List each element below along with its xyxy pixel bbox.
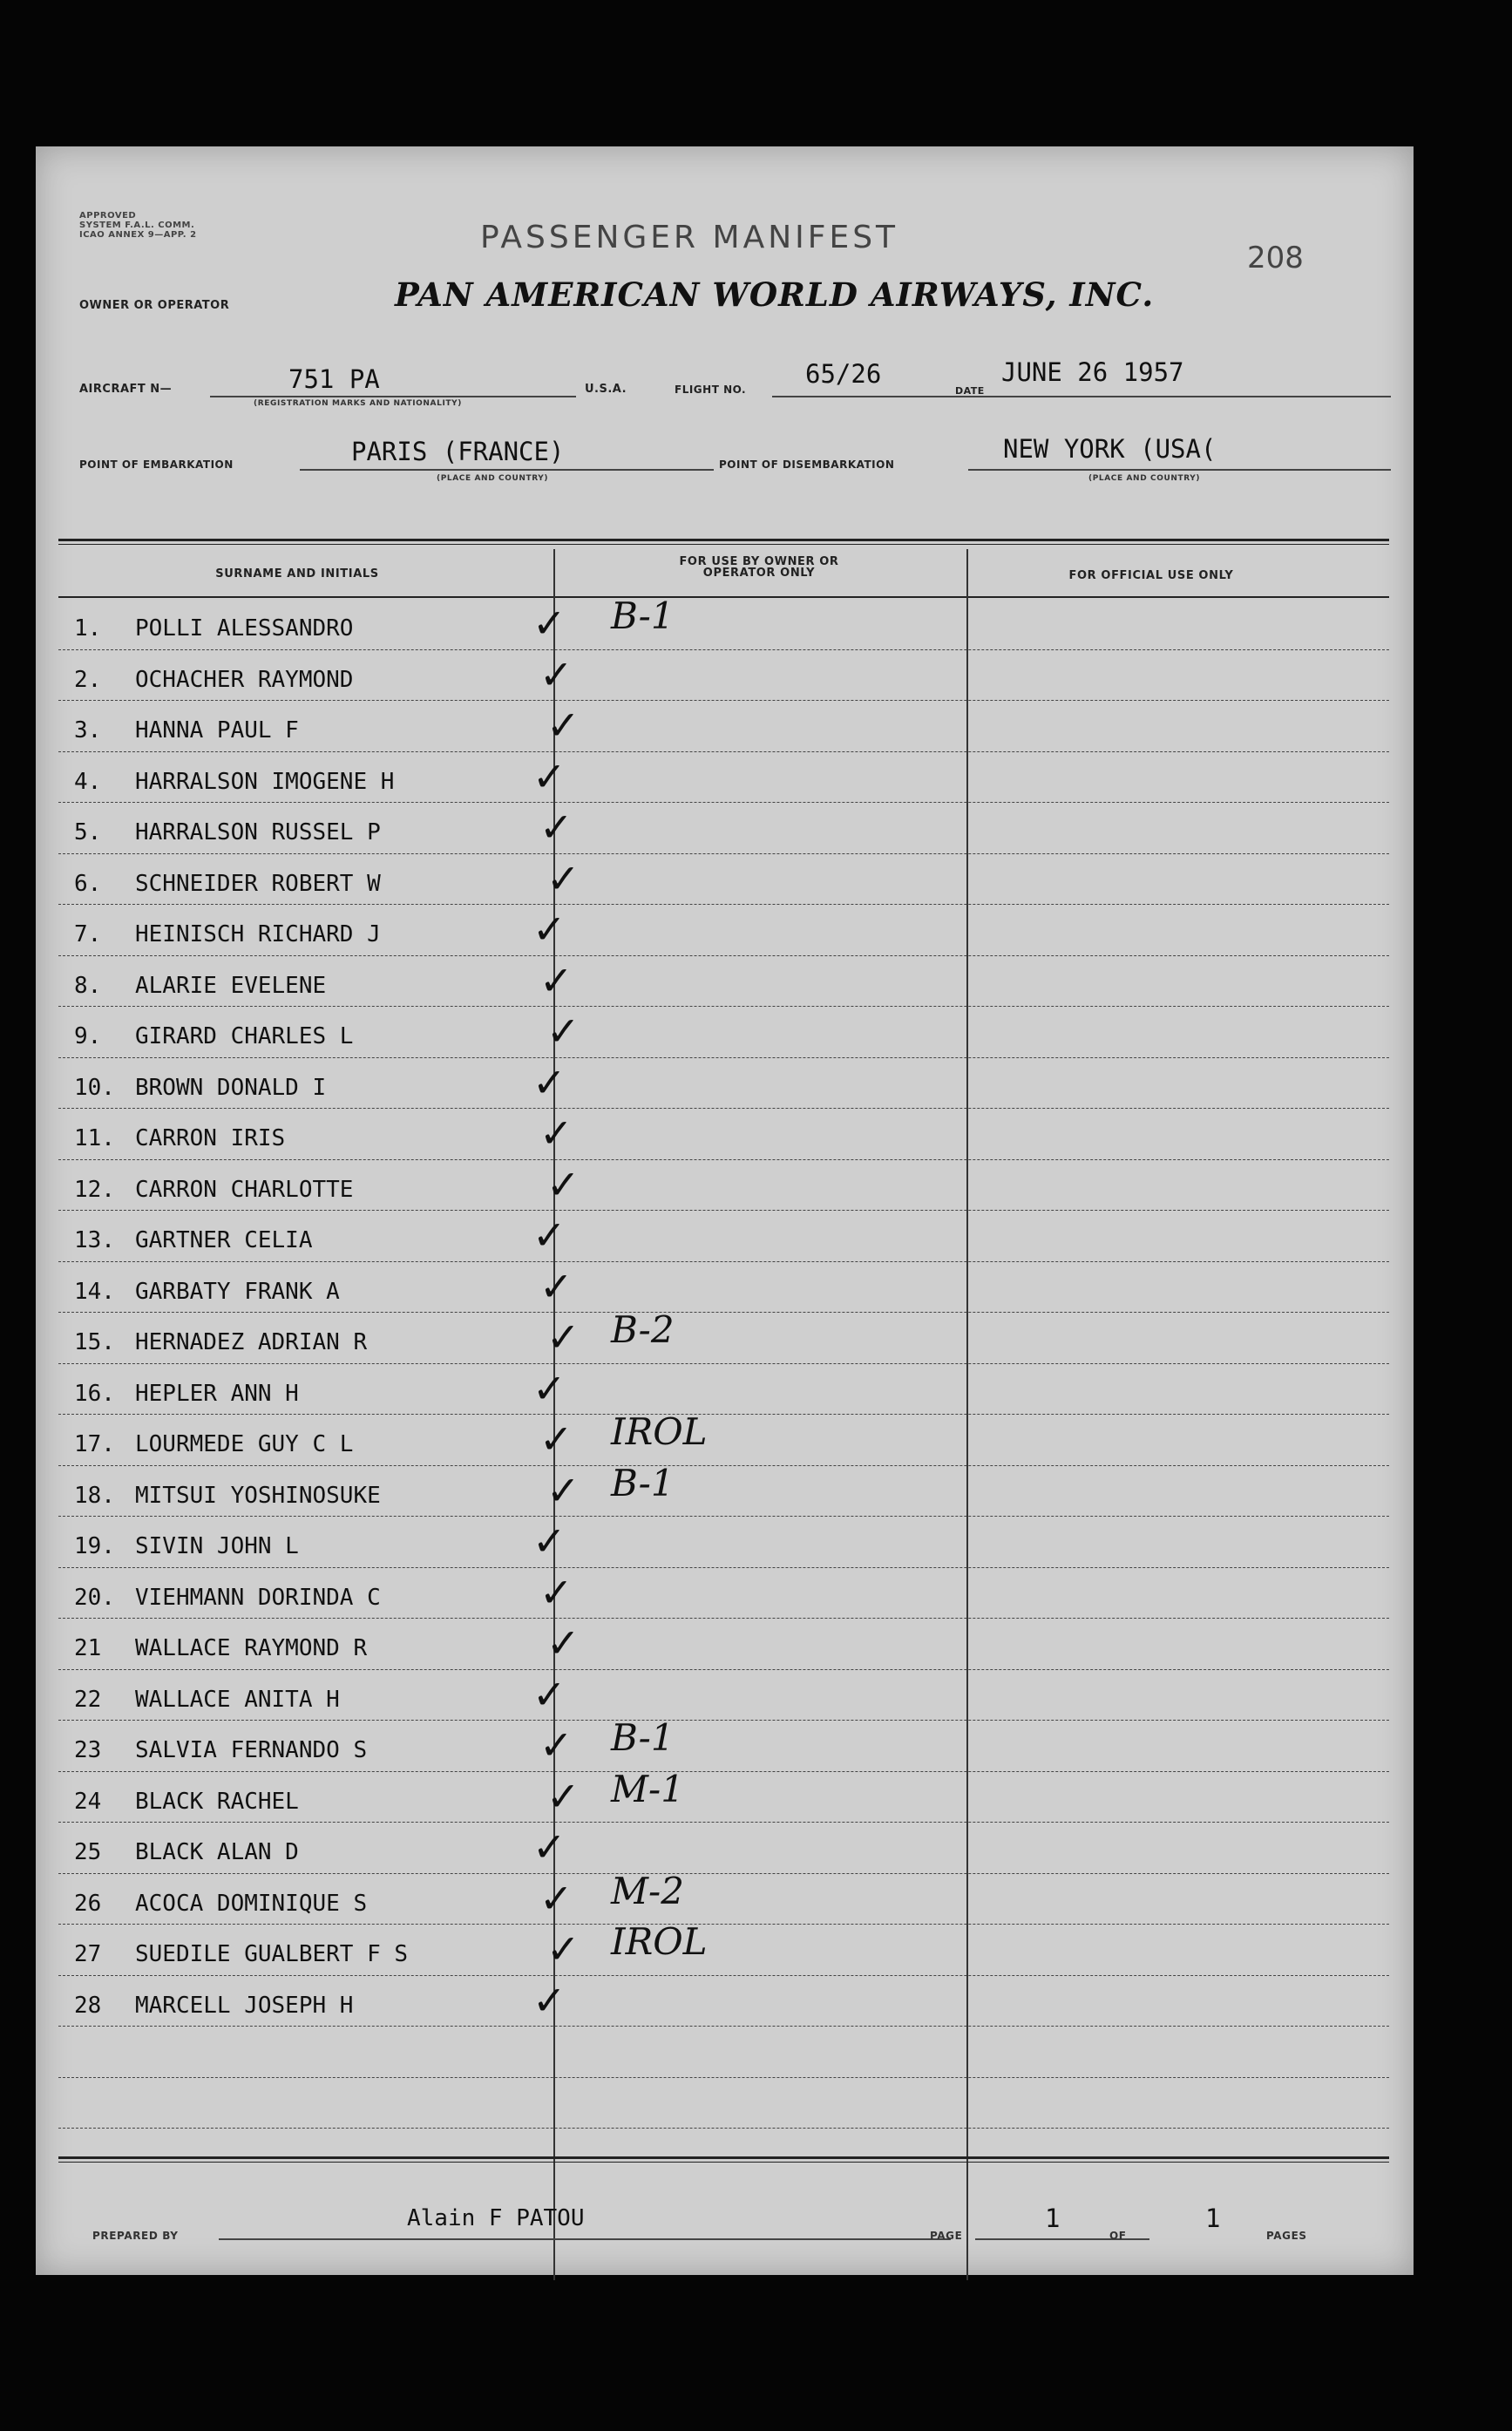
row-number: 23	[74, 1737, 102, 1763]
table-row	[74, 1381, 299, 1407]
checkmark-icon: ✓	[539, 1110, 573, 1157]
row-rule	[58, 1210, 1389, 1211]
table-row	[74, 1789, 299, 1815]
row-rule	[58, 1924, 1389, 1925]
manifest-sheet	[36, 146, 1414, 2275]
date-label: DATE	[955, 385, 985, 397]
checkmark-icon: ✓	[539, 804, 573, 851]
table-row	[74, 871, 381, 897]
row-number: 28	[74, 1992, 102, 2019]
table-row	[74, 667, 353, 693]
table-row	[74, 1125, 285, 1151]
page-total: 1	[1205, 2204, 1221, 2233]
row-number: 10.	[74, 1074, 115, 1101]
checkmark-icon: ✓	[539, 1262, 573, 1310]
passenger-name: OCHACHER RAYMOND	[135, 666, 354, 693]
disembark-value: NEW YORK (USA(	[1003, 434, 1217, 464]
row-rule	[58, 1159, 1389, 1160]
table-top-rule	[58, 539, 1389, 541]
row-number: 1.	[74, 615, 102, 642]
row-rule	[58, 1567, 1389, 1568]
row-rule	[58, 2026, 1389, 2027]
row-number: 16.	[74, 1380, 115, 1407]
checkmark-icon: ✓	[532, 906, 566, 953]
row-number: 14.	[74, 1278, 115, 1305]
checkmark-icon: ✓	[539, 1416, 573, 1463]
table-row	[74, 769, 394, 795]
table-row	[74, 615, 353, 642]
aircraft-caption: (REGISTRATION MARKS AND NATIONALITY)	[254, 399, 462, 408]
checkmark-icon: ✓	[546, 1772, 580, 1820]
row-rule	[58, 1771, 1389, 1772]
table-row	[74, 1839, 299, 1865]
row-rule	[58, 1006, 1389, 1007]
row-rule	[58, 853, 1389, 854]
checkmark-icon: ✓	[546, 1314, 580, 1361]
row-number: 18.	[74, 1482, 115, 1509]
row-number: 21	[74, 1635, 102, 1661]
row-number: 3.	[74, 717, 102, 744]
table-row	[74, 1431, 353, 1457]
document-title: PASSENGER MANIFEST	[480, 220, 899, 255]
checkmark-icon: ✓	[546, 1008, 580, 1055]
row-number: 6.	[74, 870, 102, 897]
handwritten-note: M-1	[611, 1767, 684, 1810]
checkmark-icon: ✓	[532, 1823, 566, 1871]
table-row	[74, 1585, 381, 1611]
checkmark-icon: ✓	[532, 1670, 566, 1718]
page-number: 1	[1045, 2204, 1061, 2233]
row-rule	[58, 1720, 1389, 1721]
checkmark-icon: ✓	[539, 1568, 573, 1616]
row-rule	[58, 1261, 1389, 1262]
aircraft-line	[210, 396, 576, 397]
passenger-name: GARBATY FRANK A	[135, 1278, 340, 1305]
passenger-name: WALLACE ANITA H	[135, 1686, 340, 1713]
table-row	[74, 1177, 353, 1203]
row-rule	[58, 751, 1389, 752]
row-rule	[58, 649, 1389, 650]
column-divider-2	[966, 549, 968, 2280]
handwritten-note: B-1	[611, 1716, 675, 1759]
handwritten-note: B-1	[611, 1461, 675, 1504]
table-row	[74, 921, 381, 947]
row-rule	[58, 700, 1389, 701]
checkmark-icon: ✓	[539, 956, 573, 1004]
passenger-name: HANNA PAUL F	[135, 717, 299, 744]
flight-date: JUNE 26 1957	[1001, 357, 1184, 387]
row-number: 15.	[74, 1329, 115, 1355]
row-rule	[58, 1873, 1389, 1874]
table-row	[74, 1635, 367, 1661]
checkmark-icon: ✓	[546, 1925, 580, 1973]
checkmark-icon: ✓	[539, 1721, 573, 1769]
table-row	[74, 1533, 299, 1559]
passenger-name: GIRARD CHARLES L	[135, 1023, 354, 1049]
embark-line	[300, 469, 714, 471]
table-row	[74, 1227, 313, 1253]
row-rule	[58, 1312, 1389, 1313]
header-rule	[58, 596, 1389, 598]
handwritten-note: M-2	[611, 1869, 684, 1912]
table-bottom-rule-2	[58, 2162, 1389, 2163]
column-header-surname: SURNAME AND INITIALS	[215, 567, 379, 581]
prepared-label: PREPARED BY	[92, 2230, 179, 2242]
table-row	[74, 1687, 340, 1713]
row-number: 12.	[74, 1176, 115, 1203]
disembark-label: POINT OF DISEMBARKATION	[719, 458, 895, 471]
column-header-owner: FOR USE BY OWNER OR OPERATOR ONLY	[679, 555, 839, 580]
passenger-name: HEINISCH RICHARD J	[135, 921, 381, 947]
handwritten-note: IROL	[611, 1920, 708, 1963]
document-number: 208	[1247, 241, 1304, 275]
checkmark-icon: ✓	[532, 1058, 566, 1106]
row-number: 13.	[74, 1227, 115, 1253]
row-rule	[58, 2077, 1389, 2078]
airline-name: PAN AMERICAN WORLD AIRWAYS, INC.	[395, 275, 1155, 314]
checkmark-icon: ✓	[532, 1976, 566, 2024]
table-row	[74, 1329, 367, 1355]
passenger-name: HERNADEZ ADRIAN R	[135, 1329, 368, 1355]
of-label: OF	[1109, 2230, 1127, 2242]
table-row	[74, 973, 326, 999]
passenger-name: ALARIE EVELENE	[135, 972, 327, 999]
row-number: 19.	[74, 1533, 115, 1559]
checkmark-icon: ✓	[546, 854, 580, 902]
aircraft-value: 751 PA	[288, 364, 380, 394]
row-rule	[58, 1975, 1389, 1976]
row-rule	[58, 1465, 1389, 1466]
embark-value: PARIS (FRANCE)	[351, 437, 565, 466]
passenger-name: ACOCA DOMINIQUE S	[135, 1890, 368, 1917]
row-rule	[58, 1669, 1389, 1670]
row-number: 20.	[74, 1584, 115, 1611]
date-line	[994, 396, 1391, 397]
row-rule	[58, 1822, 1389, 1823]
checkmark-icon: ✓	[532, 600, 566, 647]
passenger-name: BLACK ALAN D	[135, 1839, 299, 1865]
row-number: 26	[74, 1890, 102, 1917]
passenger-name: CARRON CHARLOTTE	[135, 1176, 354, 1203]
passenger-name: BROWN DONALD I	[135, 1074, 327, 1101]
row-number: 22	[74, 1686, 102, 1713]
approval-line-1: APPROVED	[79, 211, 137, 221]
passenger-name: LOURMEDE GUY C L	[135, 1431, 354, 1457]
passenger-name: MITSUI YOSHINOSUKE	[135, 1482, 381, 1509]
checkmark-icon: ✓	[532, 1212, 566, 1259]
passenger-name: WALLACE RAYMOND R	[135, 1635, 368, 1661]
checkmark-icon: ✓	[539, 1874, 573, 1922]
checkmark-icon: ✓	[532, 1364, 566, 1412]
pages-label: PAGES	[1266, 2230, 1307, 2242]
row-number: 25	[74, 1839, 102, 1865]
approval-line-3: ICAO ANNEX 9—APP. 2	[79, 230, 197, 240]
table-row	[74, 1023, 353, 1049]
passenger-name: SALVIA FERNANDO S	[135, 1737, 368, 1763]
row-rule	[58, 1057, 1389, 1058]
row-number: 5.	[74, 819, 102, 845]
passenger-name: SIVIN JOHN L	[135, 1533, 299, 1559]
row-number: 24	[74, 1788, 102, 1815]
disembark-line	[968, 469, 1391, 471]
passenger-name: MARCELL JOSEPH H	[135, 1992, 354, 2019]
table-bottom-rule	[58, 2156, 1389, 2159]
disembark-caption: (PLACE AND COUNTRY)	[1088, 474, 1201, 483]
table-row	[74, 1941, 408, 1967]
row-rule	[58, 1108, 1389, 1109]
table-row	[74, 1737, 367, 1763]
table-row	[74, 1483, 381, 1509]
flight-label: FLIGHT NO.	[675, 384, 747, 396]
passenger-name: CARRON IRIS	[135, 1125, 286, 1151]
row-number: 27	[74, 1941, 102, 1967]
handwritten-note: IROL	[611, 1410, 708, 1453]
table-top-rule-2	[58, 544, 1389, 545]
table-row	[74, 717, 299, 744]
passenger-name: VIEHMANN DORINDA C	[135, 1584, 381, 1611]
checkmark-icon: ✓	[532, 1518, 566, 1565]
passenger-name: SCHNEIDER ROBERT W	[135, 870, 381, 897]
row-rule	[58, 904, 1389, 905]
checkmark-icon: ✓	[546, 1160, 580, 1208]
handwritten-note: B-2	[611, 1308, 675, 1351]
row-rule	[58, 1414, 1389, 1415]
prepared-by: Alain F PATOU	[407, 2205, 585, 2231]
row-rule	[58, 1363, 1389, 1364]
column-header-official: FOR OFFICIAL USE ONLY	[1068, 569, 1234, 582]
table-row	[74, 819, 381, 845]
row-number: 7.	[74, 921, 102, 947]
passenger-name: HARRALSON IMOGENE H	[135, 768, 395, 795]
aircraft-label: AIRCRAFT N—	[79, 383, 173, 396]
row-rule	[58, 1618, 1389, 1619]
passenger-name: BLACK RACHEL	[135, 1788, 299, 1815]
row-rule	[58, 1516, 1389, 1517]
embark-caption: (PLACE AND COUNTRY)	[437, 474, 549, 483]
handwritten-note: B-1	[611, 594, 675, 637]
row-number: 4.	[74, 768, 102, 795]
row-rule	[58, 955, 1389, 956]
prepared-line	[219, 2238, 951, 2240]
table-row	[74, 1891, 367, 1917]
checkmark-icon: ✓	[539, 650, 573, 698]
passenger-name: HARRALSON RUSSEL P	[135, 819, 381, 845]
table-row	[74, 1075, 326, 1101]
flight-number: 65/26	[805, 359, 882, 389]
approval-stamp	[79, 211, 197, 240]
row-number: 9.	[74, 1023, 102, 1049]
row-number: 17.	[74, 1431, 115, 1457]
row-number: 11.	[74, 1125, 115, 1151]
row-number: 8.	[74, 972, 102, 999]
table-row	[74, 1993, 353, 2019]
checkmark-icon: ✓	[546, 1466, 580, 1514]
checkmark-icon: ✓	[546, 1620, 580, 1667]
passenger-name: HEPLER ANN H	[135, 1380, 299, 1407]
passenger-name: GARTNER CELIA	[135, 1227, 313, 1253]
checkmark-icon: ✓	[546, 702, 580, 749]
row-number: 2.	[74, 666, 102, 693]
embark-label: POINT OF EMBARKATION	[79, 458, 234, 471]
owner-label: OWNER OR OPERATOR	[79, 299, 230, 312]
row-rule	[58, 802, 1389, 803]
table-row	[74, 1279, 340, 1305]
page-label: PAGE	[930, 2230, 963, 2242]
row-rule	[58, 2128, 1389, 2129]
passenger-name: POLLI ALESSANDRO	[135, 615, 354, 642]
approval-line-2: SYSTEM F.A.L. COMM.	[79, 221, 195, 230]
usa-label: U.S.A.	[585, 383, 627, 396]
passenger-name: SUEDILE GUALBERT F S	[135, 1941, 409, 1967]
checkmark-icon: ✓	[532, 752, 566, 800]
